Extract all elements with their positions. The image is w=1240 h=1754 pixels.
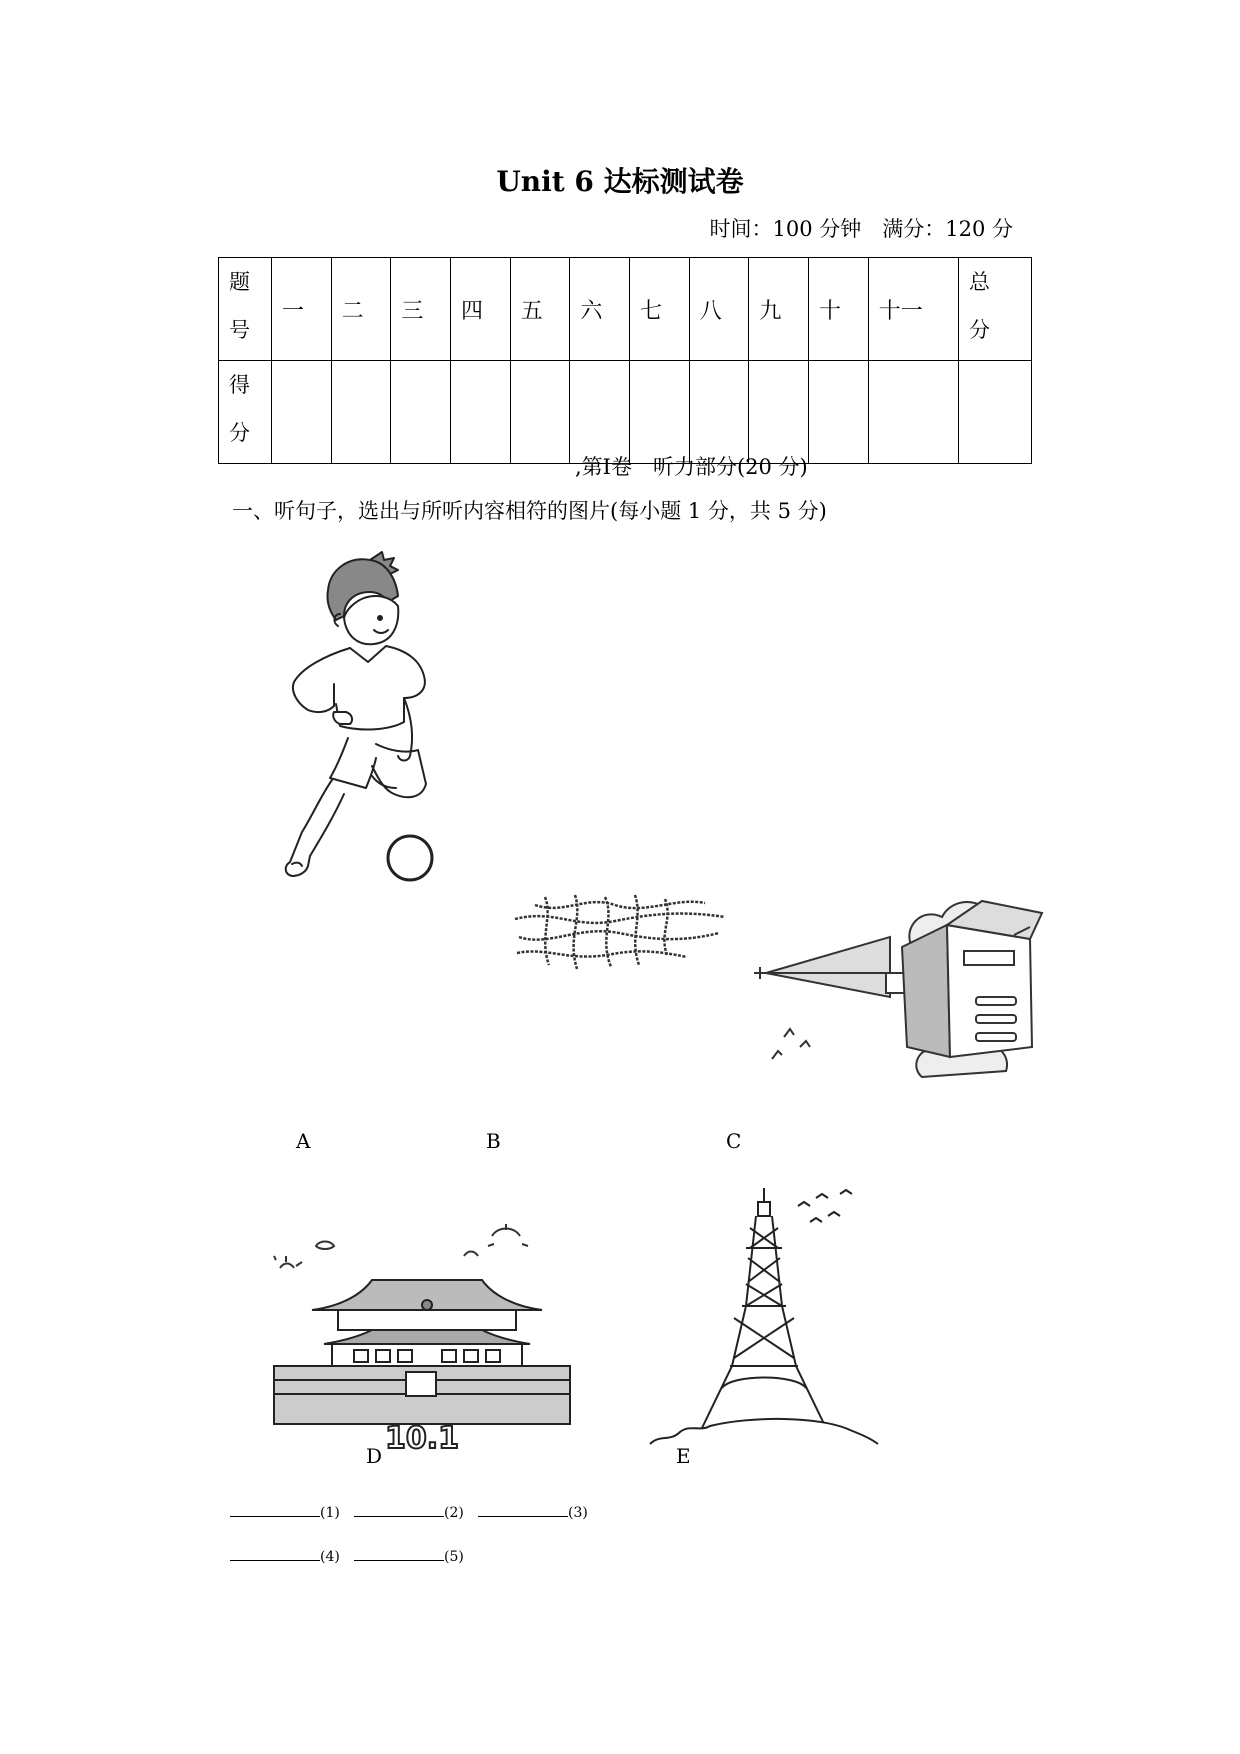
time-info: 时间：100 分钟 满分：120 分 [709,217,1013,241]
score-table-header-row [219,258,1032,361]
page-title: Unit 6 达标测试卷 [496,165,744,198]
score-cell[interactable] [451,361,511,464]
score-label-cell [219,361,272,464]
total-label-char-1: 总 [969,270,990,294]
picture-c-label: C [726,1129,742,1153]
score-label-char-2: 分 [229,421,250,445]
church-icon [752,887,1052,1107]
column-header-6: 六 [570,258,630,361]
total-label-char-2: 分 [969,318,990,342]
picture-e-label: E [676,1444,691,1468]
score-cell[interactable] [570,361,630,464]
score-cell[interactable] [749,361,809,464]
answer-number-2: (2) [444,1505,464,1521]
column-header-10: 十 [809,258,869,361]
column-header-1: 一 [272,258,332,361]
answer-line-2[interactable] [354,1500,464,1521]
score-cell[interactable] [331,361,391,464]
answer-number-3: (3) [568,1505,588,1521]
wind-icon [515,893,730,973]
column-header-8: 八 [689,258,749,361]
answer-line-4[interactable] [230,1544,340,1565]
score-cell[interactable] [868,361,958,464]
score-table-score-row [219,361,1032,464]
score-cell[interactable] [689,361,749,464]
header-label-char-2: 号 [229,318,250,342]
tiananmen-date-text: 10.1 [384,1421,460,1456]
score-table [218,257,1032,464]
column-header-5: 五 [510,258,570,361]
total-label-cell [959,258,1032,361]
score-cell[interactable] [272,361,332,464]
column-header-7: 七 [630,258,690,361]
answer-line-5[interactable] [354,1544,464,1565]
score-cell[interactable] [630,361,690,464]
answer-number-5: (5) [444,1549,464,1565]
question-1-title: 一、听句子，选出与所听内容相符的图片(每小题 1 分，共 5 分) [232,499,827,523]
tiananmen-icon [272,1220,572,1456]
column-header-11: 十一 [868,258,958,361]
answer-number-1: (1) [320,1505,340,1521]
score-label-char-1: 得 [229,373,250,397]
column-header-2: 二 [331,258,391,361]
score-cell[interactable] [391,361,451,464]
column-header-9: 九 [749,258,809,361]
answer-line-3[interactable] [478,1500,588,1521]
picture-a-label: A [296,1129,311,1153]
score-cell[interactable] [510,361,570,464]
soccer-player-icon [262,548,462,888]
eiffel-tower-icon [650,1188,880,1450]
picture-b-label: B [486,1129,501,1153]
column-header-3: 三 [391,258,451,361]
header-label-cell [219,258,272,361]
picture-d-label: D [366,1444,383,1468]
score-cell[interactable] [809,361,869,464]
answer-number-4: (4) [320,1549,340,1565]
total-score-cell[interactable] [959,361,1032,464]
section-title: ,第Ⅰ卷 听力部分(20 分) [575,455,808,479]
header-label-char-1: 题 [229,270,250,294]
column-header-4: 四 [451,258,511,361]
answer-line-1[interactable] [230,1500,340,1521]
